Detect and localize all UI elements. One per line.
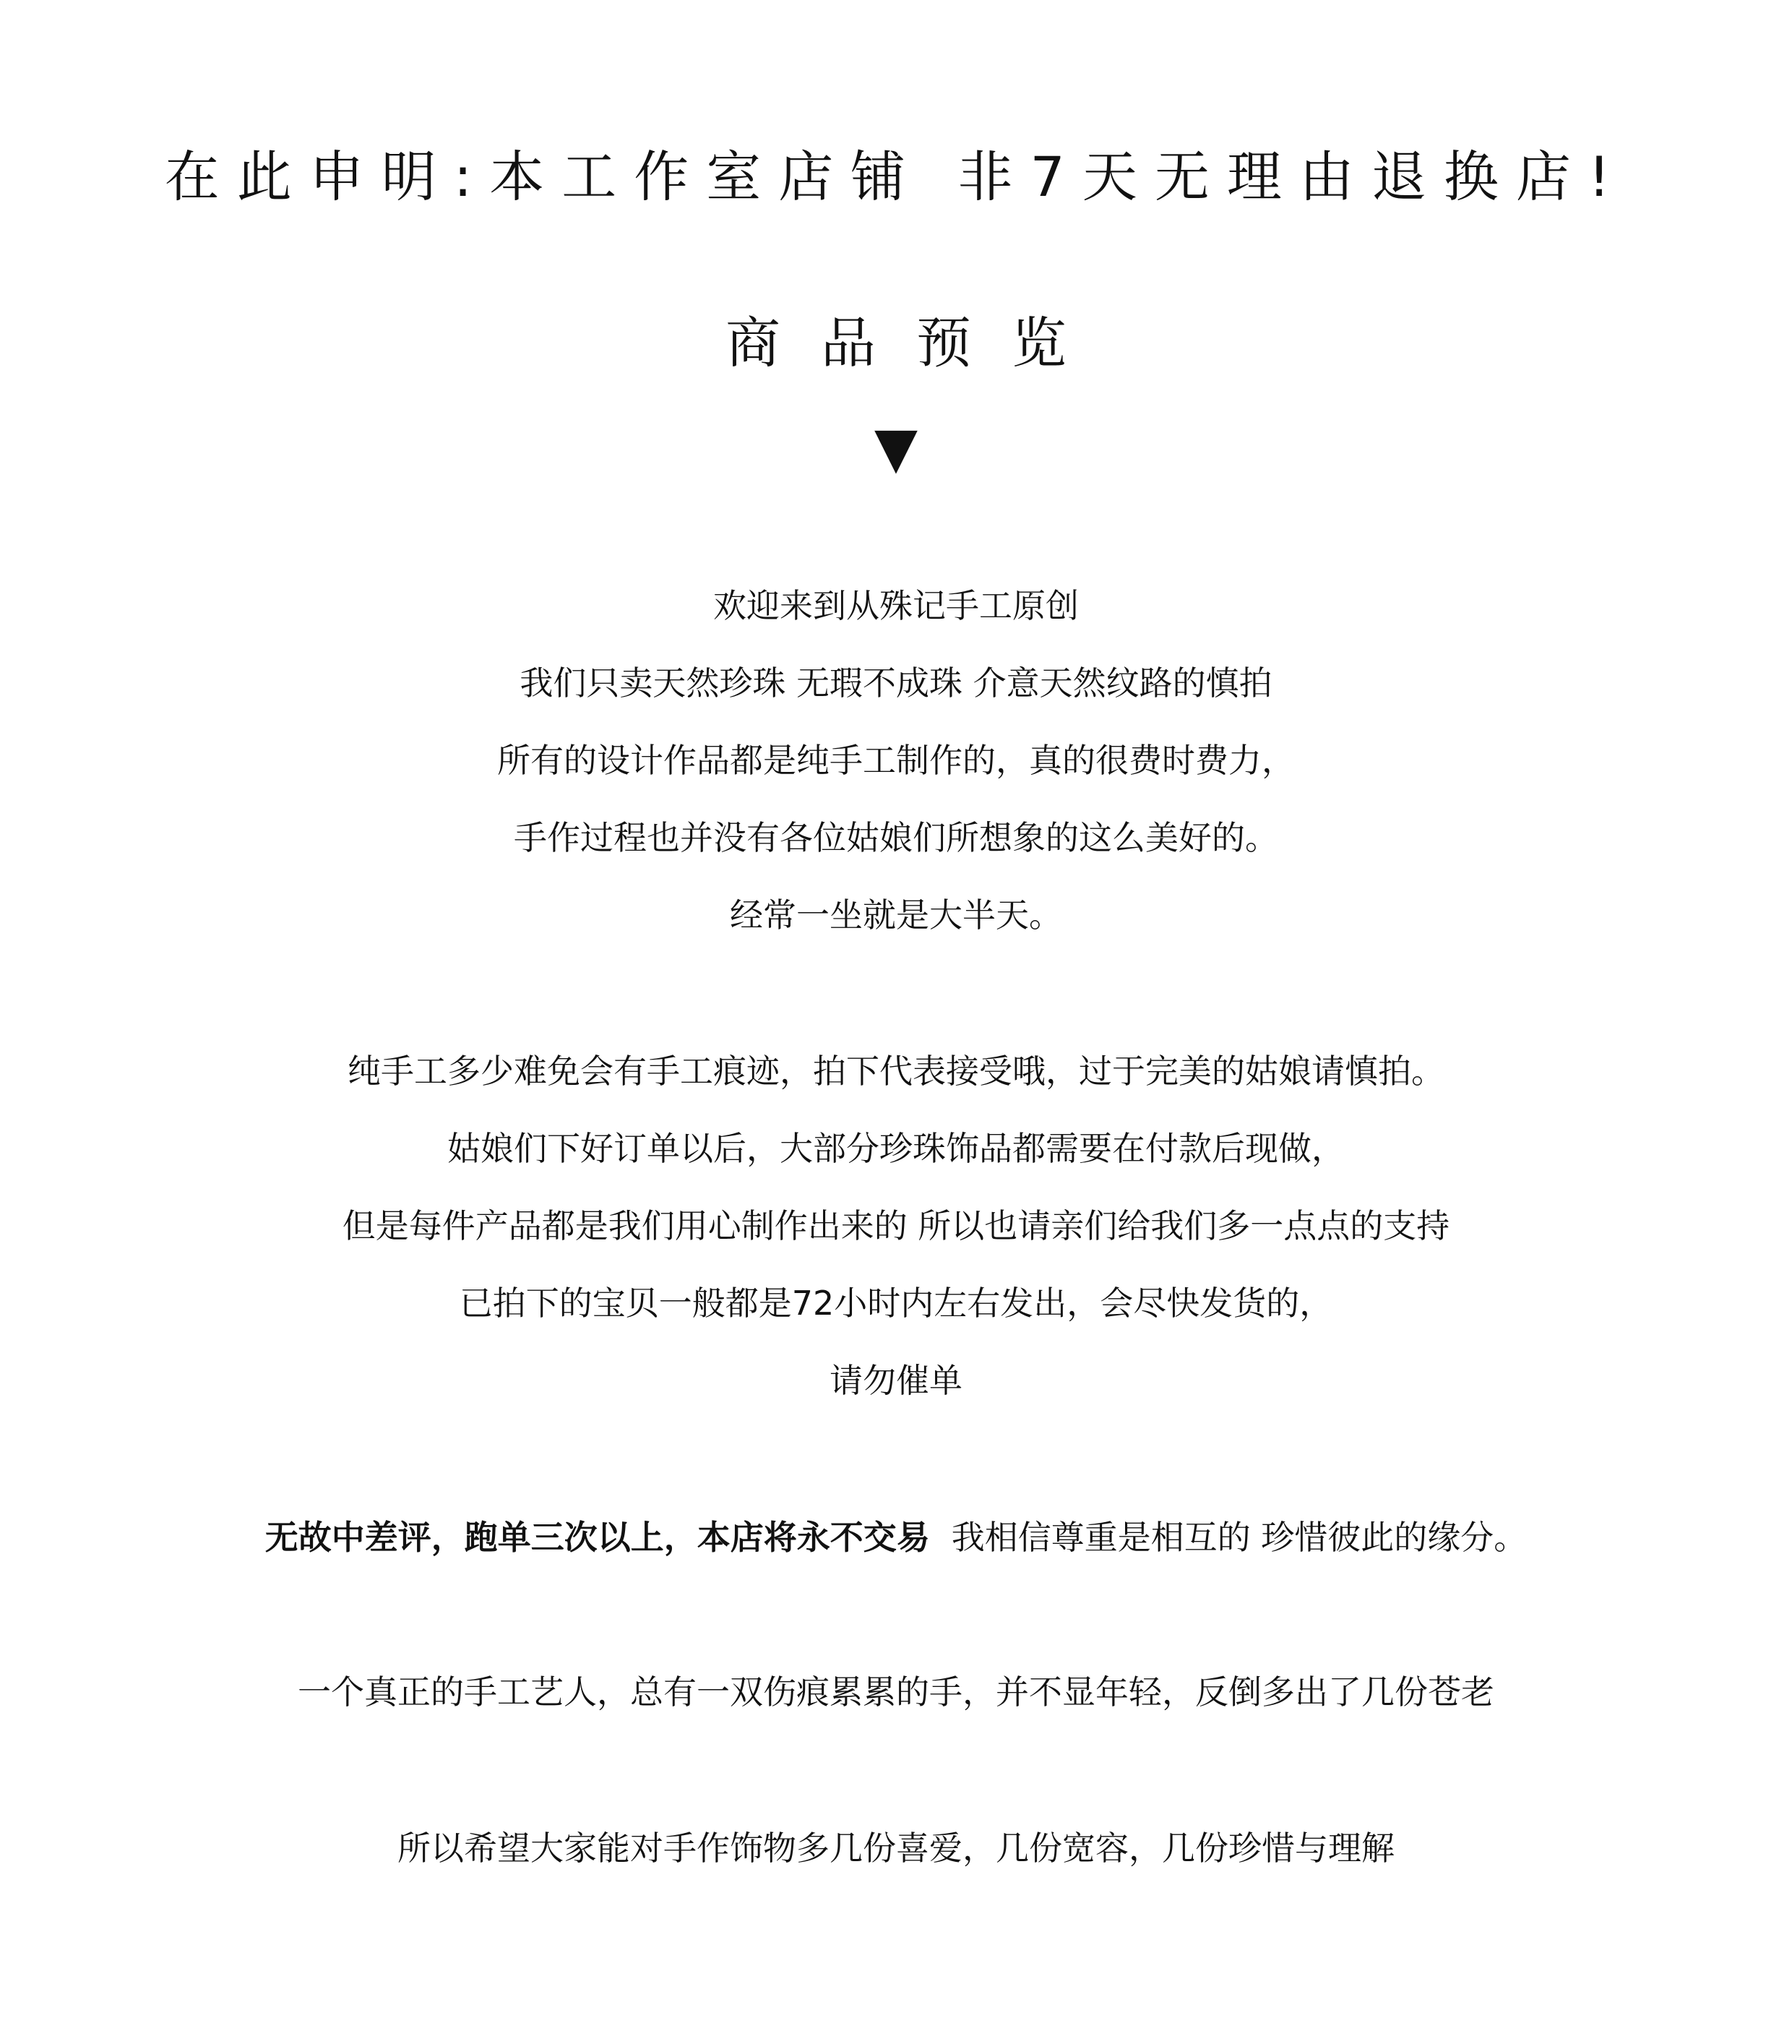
bad-review-warning: 无故中差评，跑单三次以上，本店将永不交易: [264, 1518, 930, 1557]
closing-line-2: 所以希望大家能对手作饰物多几份喜爱，几份宽容，几份珍惜与理解: [397, 1829, 1395, 1868]
notice-line-2: 姑娘们下好订单以后，大部分珍珠饰品都需要在付款后现做，: [447, 1129, 1345, 1168]
policy-line: [0, 1512, 1792, 1563]
closing-line-1: 一个真正的手工艺人，总有一双伤痕累累的手，并不显年轻，反倒多出了几份苍老: [298, 1672, 1494, 1712]
intro-line-5: 经常一坐就是大半天。: [730, 896, 1062, 935]
mutual-respect-note: 我相信尊重是相互的 珍惜彼此的缘分。: [951, 1518, 1528, 1557]
product-preview-title: 商品预览: [725, 311, 1107, 375]
notice-line-3: 但是每件产品都是我们用心制作出来的 所以也请亲们给我们多一点点的支持: [342, 1206, 1450, 1245]
return-policy-declaration: 在此申明:本工作室店铺 非7天无理由退换店!: [164, 145, 1628, 209]
intro-line-4: 手作过程也并没有各位姑娘们所想象的这么美好的。: [514, 818, 1278, 857]
notice-line-4: 已拍下的宝贝一般都是72小时内左右发出，会尽快发货的，: [459, 1284, 1333, 1323]
intro-line-2: 我们只卖天然珍珠 无瑕不成珠 介意天然纹路的慎拍: [520, 664, 1272, 703]
notice-line-1: 纯手工多少难免会有手工痕迹，拍下代表接受哦，过于完美的姑娘请慎拍。: [348, 1052, 1444, 1091]
intro-line-3: 所有的设计作品都是纯手工制作的，真的很费时费力，: [497, 741, 1295, 780]
intro-line-1: 欢迎来到从殊记手工原创: [713, 586, 1079, 625]
notice-line-5: 请勿催单: [830, 1361, 962, 1400]
down-arrow-icon: ▼: [874, 416, 918, 481]
